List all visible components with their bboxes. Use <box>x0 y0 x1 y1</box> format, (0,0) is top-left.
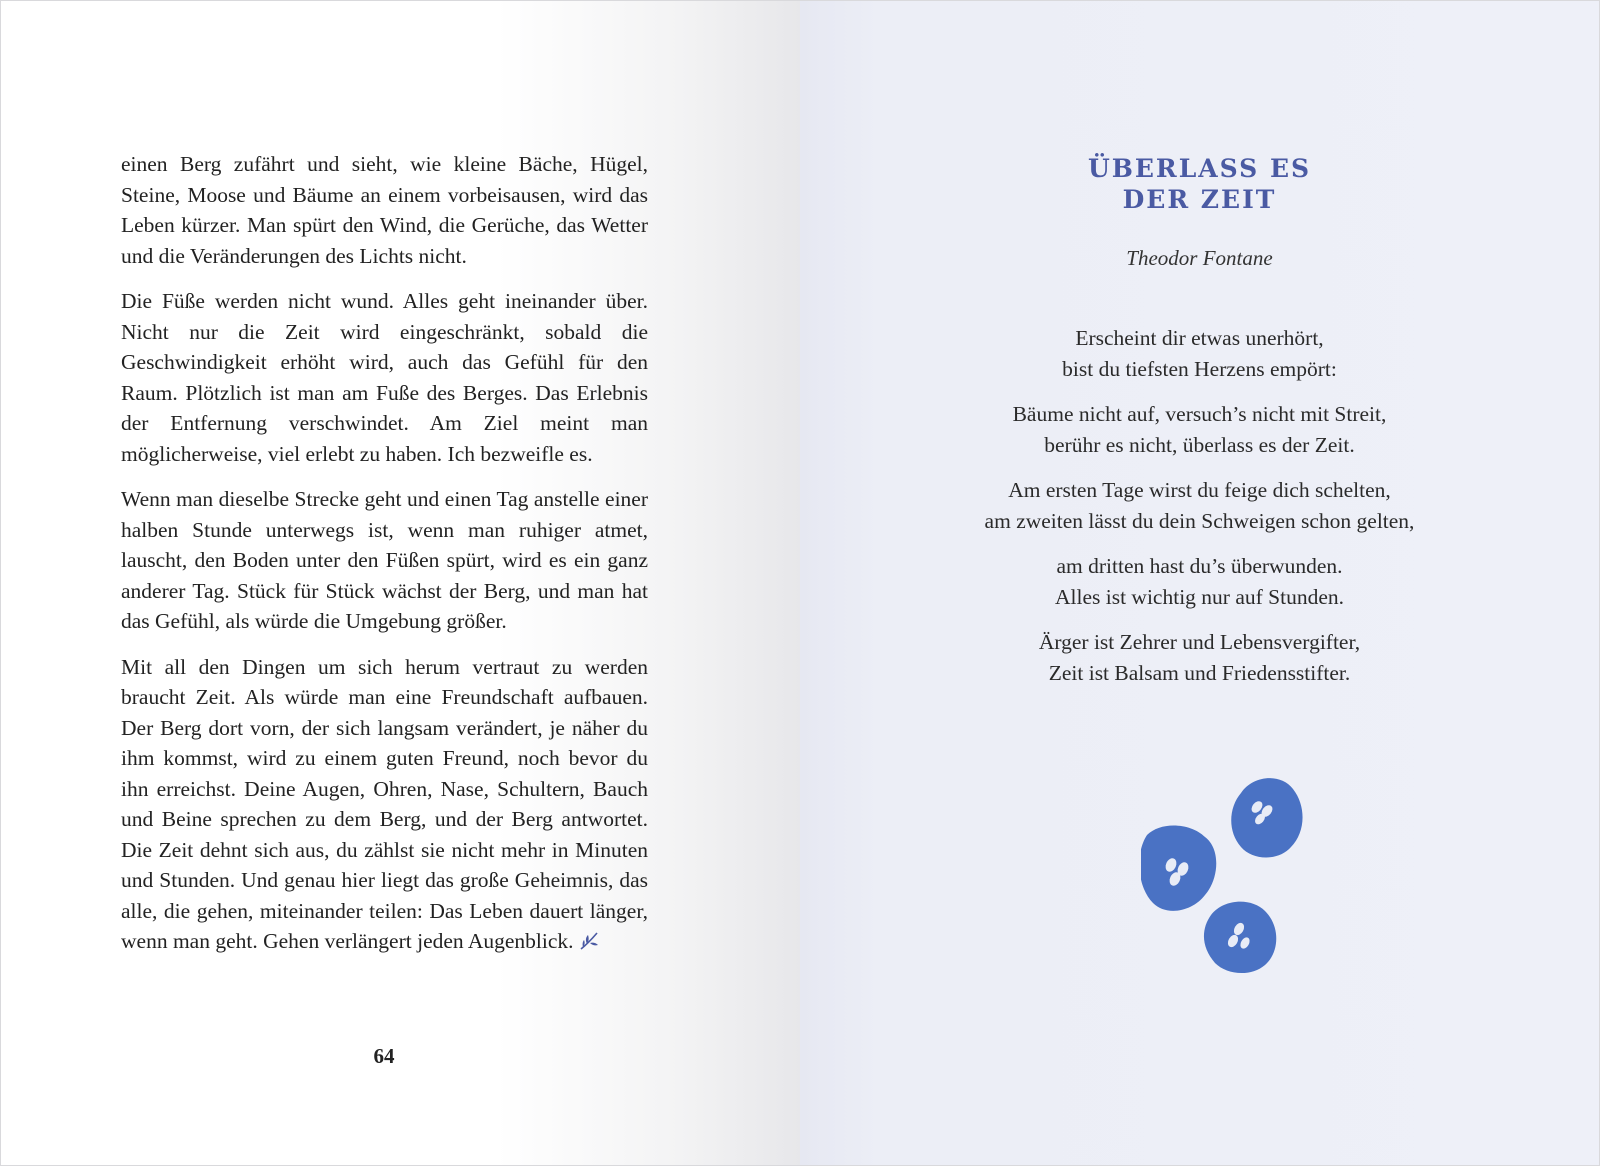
paragraph-1: einen Berg zufährt und sieht, wie kleine Bäche, Hügel, Steine, Moose und Bäume an einem vorbeisausen, wird das Leben kürzer. Man spürt den Wind, die Gerüche, das Wetter und die Veränderungen des Lichts nicht. <box>121 152 648 268</box>
poem-title-line-1: ÜBERLASS ES <box>1087 154 1312 183</box>
paragraph-2: Die Füße werden nicht wund. Alles geht ineinander über. Nicht nur die Zeit wird eingeschränkt, sobald die Geschwindigkeit erhöht wird, auch das Gefühl für den Raum. Plötzlich ist man am Fuße des Berges. Das Erlebnis der Entfernung verschwindet. Am Ziel meint man möglicherweise, viel erlebt zu haben. Ich bezweifle es. <box>121 289 648 466</box>
verse-line: Am ersten Tage wirst du feige dich schelten, <box>1008 478 1391 502</box>
blossom-left <box>1141 825 1216 910</box>
left-page <box>1 1 800 1165</box>
verse-line: am dritten hast du’s überwunden. <box>1056 554 1343 578</box>
blue-blossoms-icon <box>1141 775 1321 995</box>
blossom-bottom <box>1204 902 1276 973</box>
poem-author: Theodor Fontane <box>1126 246 1273 270</box>
poem-body <box>800 323 1599 703</box>
stanza-2 <box>800 399 1599 460</box>
paragraph-4-text: Mit all den Dingen um sich herum vertraut zu werden braucht Zeit. Als würde man eine Freundschaft aufbauen. Der Berg dort vorn, der sich langsam verändert, je näher du ihm kommst, wird zu einem guten Freund, noch bevor du ihn erreichst. Deine Augen, Ohren, Nase, Schultern, Bauch und Beine sprechen zu dem Berg, und der Berg antwortet. Die Zeit dehnt sich aus, du zählst sie nicht mehr in Minuten und Stunden. Und genau hier liegt das große Geheimnis, das alle, die gehen, miteinander teilen: Das Leben dauert länger, wenn man geht. Gehen verlängert jeden Augenblick. <box>121 654 648 953</box>
page-number: 64 <box>373 1044 395 1068</box>
verse-line: Zeit ist Balsam und Friedensstifter. <box>1048 660 1351 685</box>
stanza-4 <box>800 551 1599 612</box>
leaf-sprig-icon <box>578 931 600 951</box>
verse-line: am zweiten lässt du dein Schweigen schon gelten, <box>984 508 1415 533</box>
verse-line: Bäume nicht auf, versuch’s nicht mit Streit, <box>1012 402 1387 426</box>
poem-title-line-2: DER ZEIT <box>1122 185 1277 214</box>
paragraph-4 <box>121 652 648 957</box>
verse-line: berühr es nicht, überlass es der Zeit. <box>1044 432 1355 457</box>
stanza-3 <box>800 475 1599 536</box>
blossom-top <box>1231 778 1302 857</box>
poem-title <box>800 153 1599 215</box>
verse-line: Ärger ist Zehrer und Lebensvergifter, <box>1038 630 1361 654</box>
paragraph-3: Wenn man dieselbe Strecke geht und einen Tag anstelle einer halben Stunde unterwegs ist, wenn man ruhiger atmet, lauscht, den Boden unter den Füßen spürt, wird es ein ganz anderer Tag. Stück für Stück wächst der Berg, und man hat das Gefühl, als würde die Umgebung größer. <box>121 487 648 633</box>
verse-line: bist du tiefsten Herzens empört: <box>1062 356 1337 381</box>
verse-line: Erscheint dir etwas unerhört, <box>1075 326 1324 350</box>
prose-text <box>121 149 648 972</box>
stanza-1 <box>800 323 1599 384</box>
stanza-5 <box>800 627 1599 688</box>
verse-line: Alles ist wichtig nur auf Stunden. <box>1054 584 1345 609</box>
